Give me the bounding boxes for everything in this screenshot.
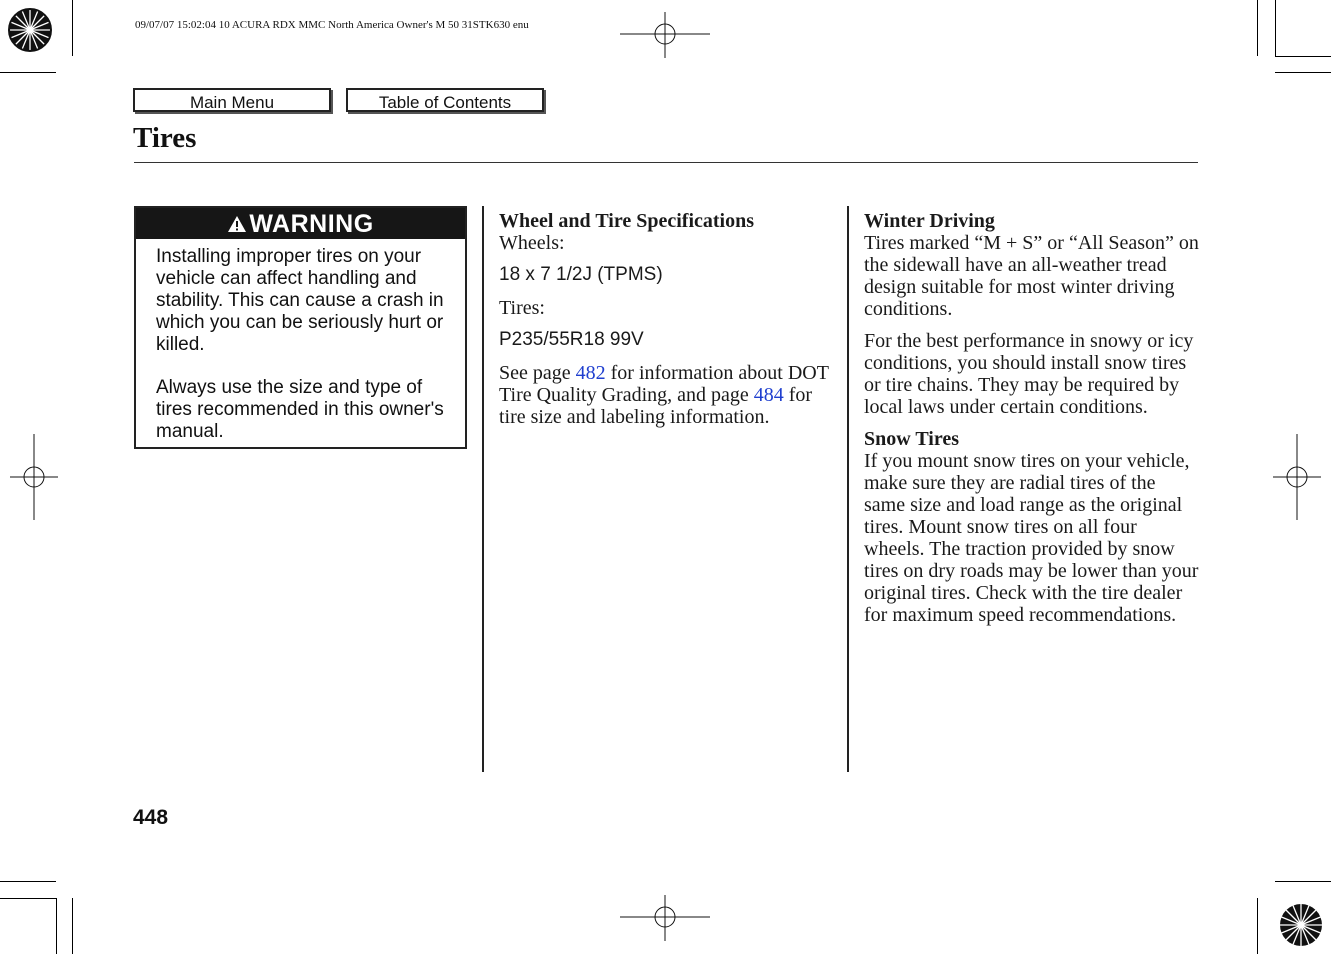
column-divider [847,206,849,772]
see-page-prefix: See page [499,362,576,384]
crop-mark-icon [1257,898,1258,954]
crop-mark-icon [0,881,56,882]
crop-mark-icon [1275,56,1331,57]
page-title: Tires [133,122,197,154]
winter-heading: Winter Driving [864,210,995,232]
warning-paragraph: Installing improper tires on your vehicle can affect handling and stability. This can cause a crash in which you can be seriously hurt or killed. [156,246,444,355]
crop-mark-icon [56,898,57,954]
main-menu-button[interactable]: Main Menu [133,88,331,112]
crop-mark-icon [1275,72,1331,73]
warning-triangle-icon [227,215,247,233]
wheels-value: 18 x 7 1/2J (TPMS) [499,264,663,285]
see-page-text [499,362,834,428]
page-link-484[interactable]: 484 [753,384,784,406]
snow-tires-heading: Snow Tires [864,428,960,450]
registration-target-icon [620,895,710,941]
specs-heading: Wheel and Tire Specifications [499,210,755,232]
wheels-label: Wheels: [499,232,565,254]
registration-target-icon [620,12,710,58]
page-number: 448 [133,806,169,829]
specs-section [499,210,834,428]
warning-box [134,206,467,449]
winter-section [864,210,1200,626]
crop-mark-icon [1257,0,1258,56]
tires-value: P235/55R18 99V [499,329,644,350]
registration-target-icon [1271,896,1331,954]
title-divider [134,162,1198,163]
warning-header [136,208,465,239]
see-page-suffix: for tire size and labeling information. [499,384,813,428]
crop-mark-icon [1275,0,1276,56]
crop-mark-icon [1275,881,1331,882]
winter-paragraph: Tires marked “M + S” or “All Season” on the sidewall have an all-weather tread design suitable for most winter driving conditions. [864,232,1199,320]
registration-target-icon [10,434,58,520]
page-link-482[interactable]: 482 [575,362,606,384]
see-page-middle: for information about DOT Tire Quality Grading, and page [499,362,829,406]
warning-paragraph: Always use the size and type of tires recommended in this owner's manual. [156,377,444,442]
tires-label: Tires: [499,297,545,319]
print-meta: 09/07/07 15:02:04 10 ACURA RDX MMC North America Owner's M 50 31STK630 enu [135,19,529,31]
crop-mark-icon [72,0,73,56]
snow-tires-paragraph: If you mount snow tires on your vehicle, make sure they are radial tires of the same size and load range as the original tires. Mount snow tires on all four wheels. The traction provided by snow tires on dry roads may be lower than your original tires. Check with the tire dealer for maximum speed recommendations. [864,450,1199,626]
warning-label: WARNING [249,210,374,238]
table-of-contents-button[interactable]: Table of Contents [346,88,544,112]
crop-mark-icon [72,898,73,954]
crop-mark-icon [0,898,56,899]
warning-body [156,246,456,464]
crop-mark-icon [0,72,56,73]
winter-paragraph: For the best performance in snowy or icy conditions, you should install snow tires or tire chains. They may be required by local laws under certain conditions. [864,330,1194,418]
registration-target-icon [1273,434,1321,520]
registration-target-icon [0,0,60,60]
column-divider [482,206,484,772]
